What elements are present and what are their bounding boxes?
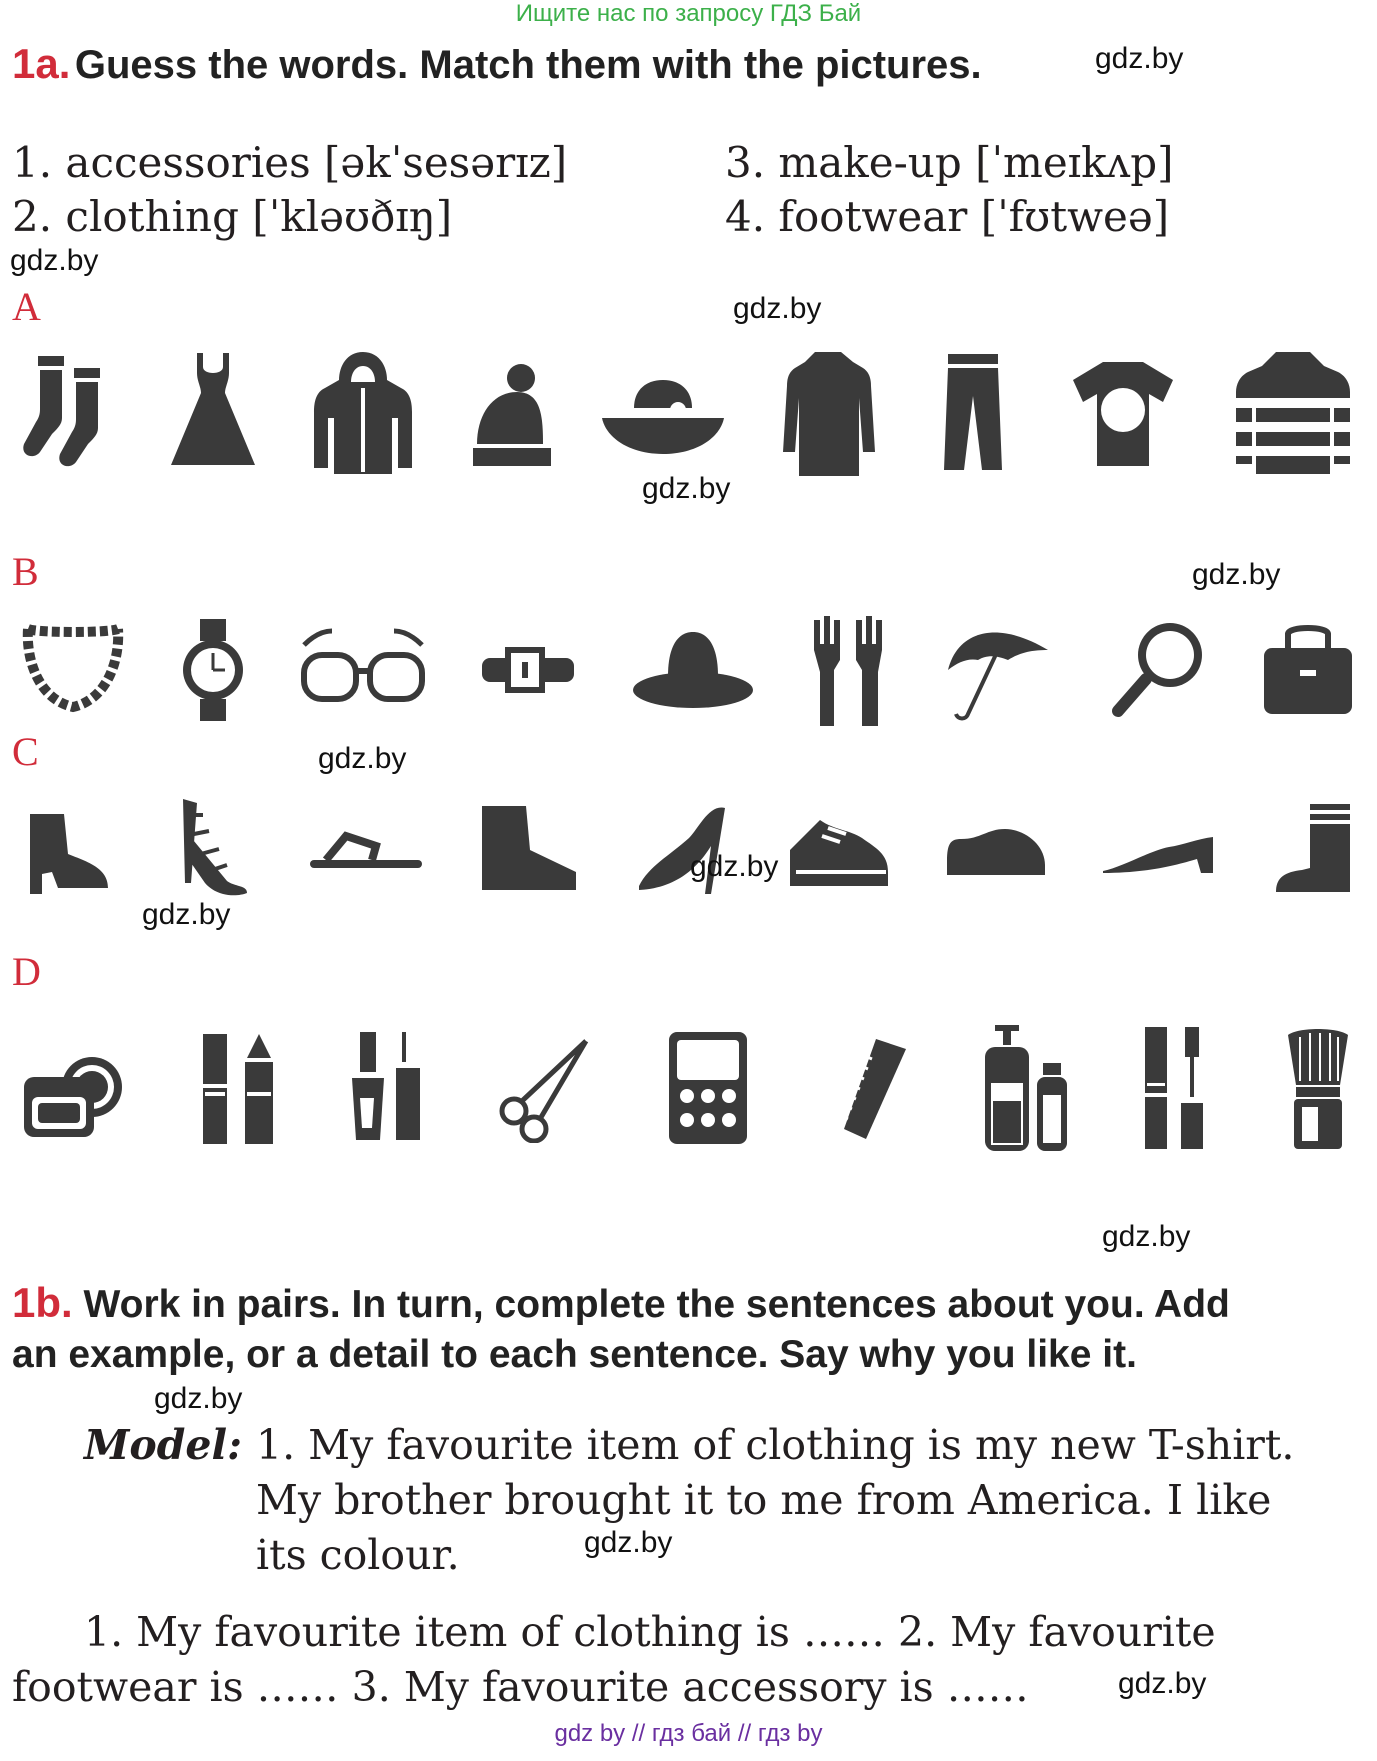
exercise-number: 1b.	[12, 1279, 73, 1326]
sneaker-icon	[782, 800, 892, 900]
watermark: gdz.by	[10, 244, 99, 277]
hoodie-icon	[308, 348, 418, 478]
rain-boot-icon	[1268, 800, 1358, 900]
watermark: gdz.by	[1192, 558, 1281, 591]
exercise-number: 1a.	[12, 40, 71, 87]
exercise-title: Guess the words. Match them with the pictures.	[74, 43, 982, 87]
footer: gdz by // гдз бай // гдз by	[554, 1720, 823, 1747]
section-b-icons	[18, 610, 1358, 730]
watermark: gdz.by	[142, 898, 231, 931]
lipstick-icon	[197, 1028, 277, 1148]
nail-polish-icon	[346, 1028, 426, 1148]
hand-mirror-icon	[1108, 615, 1208, 725]
exercise-1b-title-line-1: Work in pairs. In turn, complete the sentences about you. Add	[83, 1283, 1230, 1326]
word-1: 1. accessories [əkˈsesərɪz]	[12, 138, 568, 187]
model-line-3: its colour.	[256, 1531, 460, 1579]
scissors-icon	[494, 1033, 594, 1143]
word-3: 3. make-up [ˈmeɪkʌp]	[725, 138, 1174, 187]
task-line-2: footwear is …… 3. My favourite accessory is ……	[12, 1663, 1029, 1711]
mascara-icon	[1139, 1023, 1209, 1153]
section-a-icons	[18, 345, 1358, 480]
watch-icon	[178, 615, 248, 725]
watermark: gdz.by	[1118, 1667, 1207, 1700]
watermark: gdz.by	[1095, 42, 1184, 75]
sun-hat-icon	[598, 348, 728, 478]
ankle-boot-icon	[18, 800, 118, 900]
model-line-2: My brother brought it to me from America. I like	[256, 1476, 1272, 1524]
comb-icon	[822, 1033, 912, 1143]
word-2: 2. clothing [ˈkləʊðɪŋ]	[12, 192, 453, 241]
strappy-heel-icon	[167, 795, 257, 905]
belt-icon	[478, 640, 578, 700]
model-line-1: 1. My favourite item of clothing is my new T-shirt.	[256, 1421, 1295, 1469]
exercise-1b-title-line-2: an example, or a detail to each sentence. Say why you like it.	[12, 1333, 1137, 1376]
umbrella-icon	[938, 610, 1058, 730]
work-boot-icon	[474, 800, 584, 900]
top-banner: Ищите нас по запросу ГДЗ Бай	[515, 0, 862, 27]
beanie-icon	[463, 348, 553, 478]
exercise-1b-line-1	[12, 1278, 1367, 1330]
section-letter-d: D	[12, 949, 41, 994]
coat-icon	[773, 348, 883, 478]
makeup-brush-icon	[1278, 1023, 1358, 1153]
watermark: gdz.by	[642, 472, 731, 505]
section-letter-c: C	[12, 729, 39, 774]
section-d-icons	[18, 1020, 1358, 1155]
watermark: gdz.by	[318, 742, 407, 775]
section-letter-a: A	[12, 284, 41, 329]
socks-icon	[18, 348, 118, 478]
wide-hat-icon	[628, 620, 758, 720]
necklace-icon	[18, 615, 128, 725]
sandal-icon	[306, 820, 426, 880]
watermark: gdz.by	[154, 1382, 243, 1415]
oxford-shoe-icon	[941, 815, 1051, 885]
word-4: 4. footwear [ˈfʊtweə]	[725, 192, 1170, 241]
task-line-1: 1. My favourite item of clothing is …… 2. My favourite	[84, 1608, 1216, 1656]
trousers-icon	[928, 348, 1018, 478]
striped-jacket-icon	[1228, 348, 1358, 478]
watermark: gdz.by	[584, 1526, 673, 1559]
watermark: gdz.by	[1102, 1220, 1191, 1253]
t-shirt-icon	[1063, 348, 1183, 478]
model-label: Model:	[84, 1421, 243, 1469]
exercise-1a-header	[12, 40, 982, 88]
cream-jars-icon	[18, 1033, 128, 1143]
handbag-icon	[1258, 620, 1358, 720]
section-c-icons	[18, 790, 1358, 910]
exercise-1b-header	[12, 1278, 1367, 1380]
gloves-icon	[808, 610, 888, 730]
watermark: gdz.by	[733, 292, 822, 325]
section-letter-b: B	[12, 549, 39, 594]
watermark: gdz.by	[690, 850, 779, 883]
lotion-bottles-icon	[981, 1023, 1071, 1153]
glasses-icon	[298, 625, 428, 715]
heeled-loafer-icon	[1099, 815, 1219, 885]
dress-icon	[163, 348, 263, 478]
eyeshadow-palette-icon	[663, 1028, 753, 1148]
